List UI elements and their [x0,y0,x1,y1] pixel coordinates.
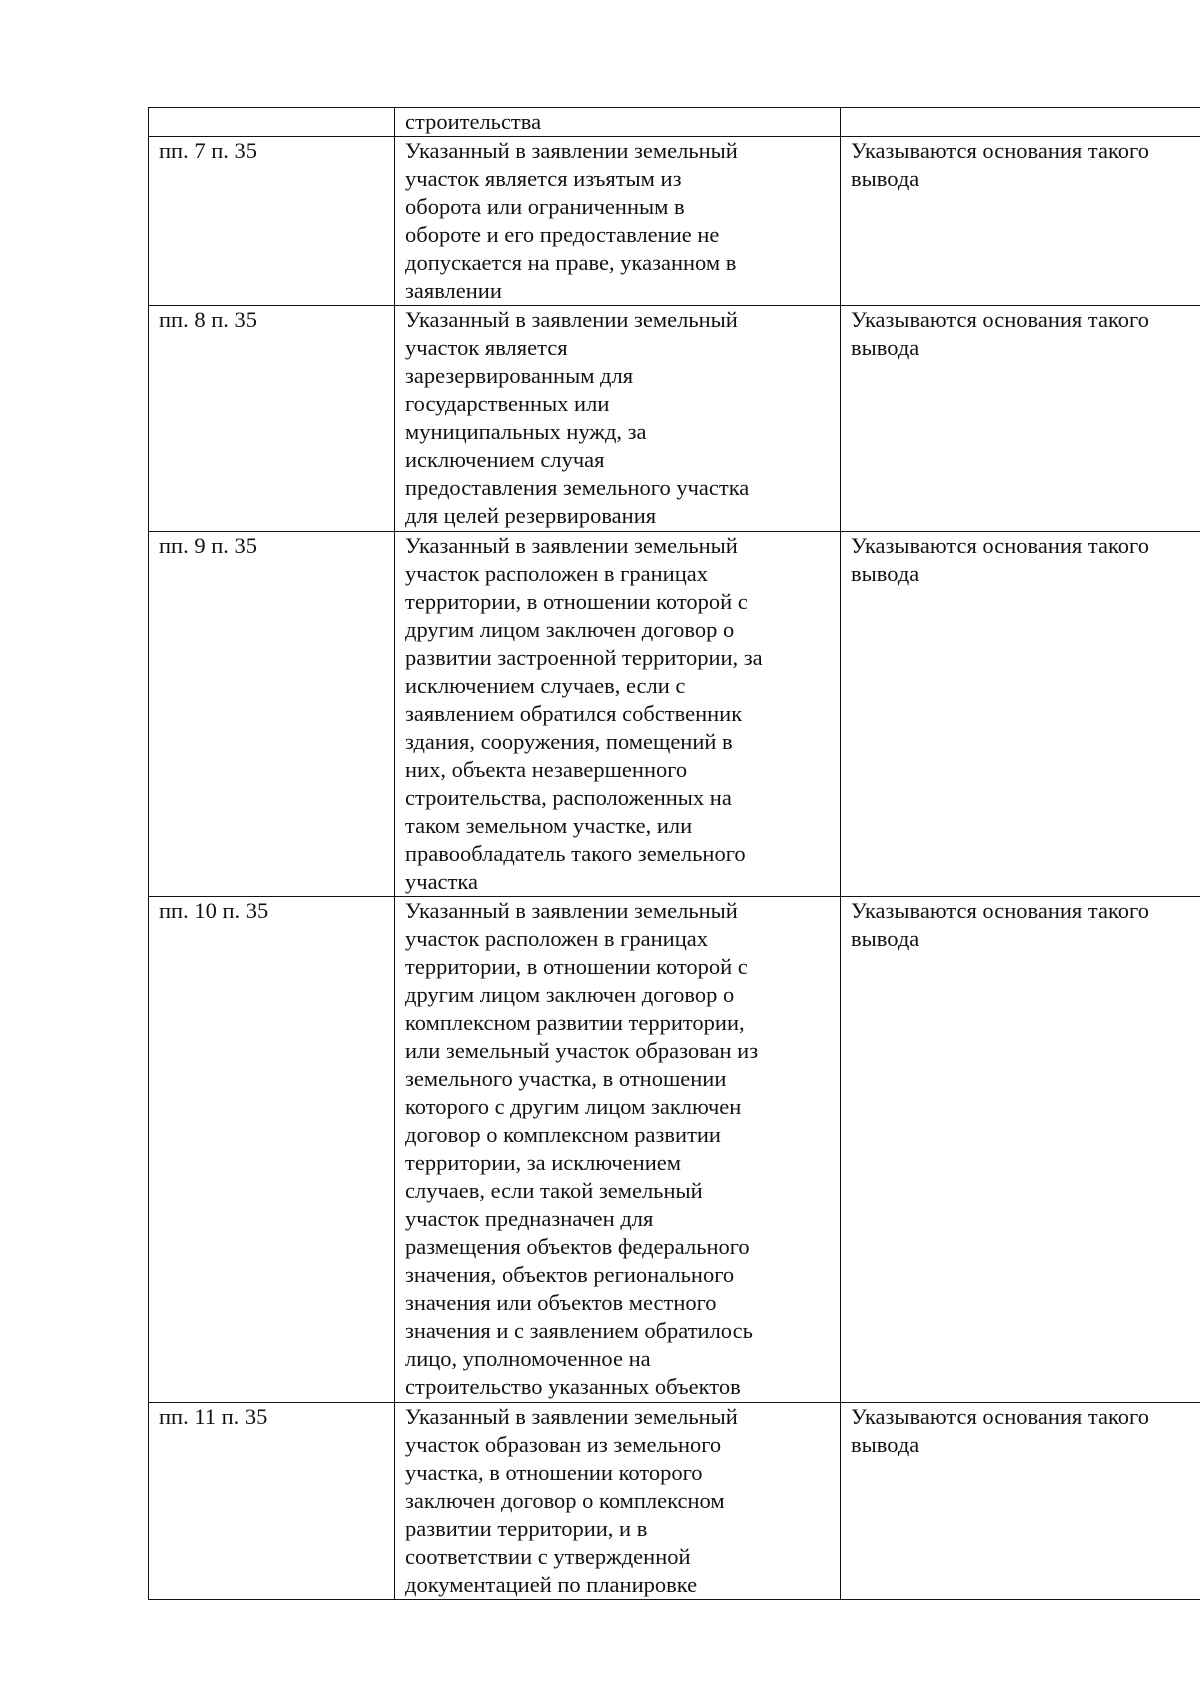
note-text: Указываются основания такого вывода [851,1404,1149,1457]
clause-ref: пп. 11 п. 35 [159,1404,268,1429]
table-row [149,108,1200,137]
clause-ref-cell [149,897,395,1403]
clause-ref: пп. 9 п. 35 [159,533,257,558]
refusal-grounds-table [148,107,1200,1600]
note-cell [841,137,1200,306]
note-text: Указываются основания такого вывода [851,307,1149,360]
condition-text: Указанный в заявлении земельный участок образован из земельного участка, в отношении которого заключен договор о комплексном развитии территории, и в соответствии с утвержденной документацией по планировке [405,1404,738,1597]
note-cell [841,1403,1200,1600]
clause-ref-cell [149,306,395,532]
condition-text: Указанный в заявлении земельный участок расположен в границах территории, в отношении которой с другим лицом заключен договор о развитии застроенной территории, за исключением случаев, если с заявлением обратился собственник здания, сооружения, помещений в них, объекта незавершенного строительства, расположенных на таком земельном участке, или правообладатель такого земельного участка [405,533,763,894]
clause-ref-cell [149,532,395,897]
clause-ref-cell [149,108,395,137]
condition-cell [395,137,841,306]
condition-cell [395,1403,841,1600]
condition-text: Указанный в заявлении земельный участок расположен в границах территории, в отношении которой с другим лицом заключен договор о комплексном развитии территории, или земельный участок образован из земельного участка, в отношении которого с другим лицом заключен договор о комплексном развитии территории, за исключением случаев, если такой земельный участок предназначен для размещения объектов федерального значения, объектов регионального значения или объектов местного значения и с заявлением обратилось лицо, уполномоченное на строительство указанных объектов [405,898,759,1399]
note-text: Указываются основания такого вывода [851,898,1149,951]
note-text: Указываются основания такого вывода [851,138,1149,191]
condition-cell [395,306,841,532]
table-row [149,137,1200,306]
clause-ref-cell [149,1403,395,1600]
note-cell [841,532,1200,897]
condition-text: строительства [405,109,542,134]
note-text: Указываются основания такого вывода [851,533,1149,586]
note-cell [841,108,1200,137]
note-cell [841,897,1200,1403]
condition-cell [395,532,841,897]
condition-cell [395,897,841,1403]
clause-ref: пп. 7 п. 35 [159,138,257,163]
condition-text: Указанный в заявлении земельный участок является зарезервированным для государственных или муниципальных нужд, за исключением случая предоставления земельного участка для целей резервирования [405,307,750,528]
clause-ref: пп. 8 п. 35 [159,307,257,332]
table-row [149,1403,1200,1600]
table-row [149,532,1200,897]
condition-cell [395,108,841,137]
note-cell [841,306,1200,532]
table-row [149,306,1200,532]
clause-ref-cell [149,137,395,306]
clause-ref: пп. 10 п. 35 [159,898,269,923]
table-row [149,897,1200,1403]
condition-text: Указанный в заявлении земельный участок является изъятым из оборота или ограниченным в обороте и его предоставление не допускается на праве, указанном в заявлении [405,138,738,303]
